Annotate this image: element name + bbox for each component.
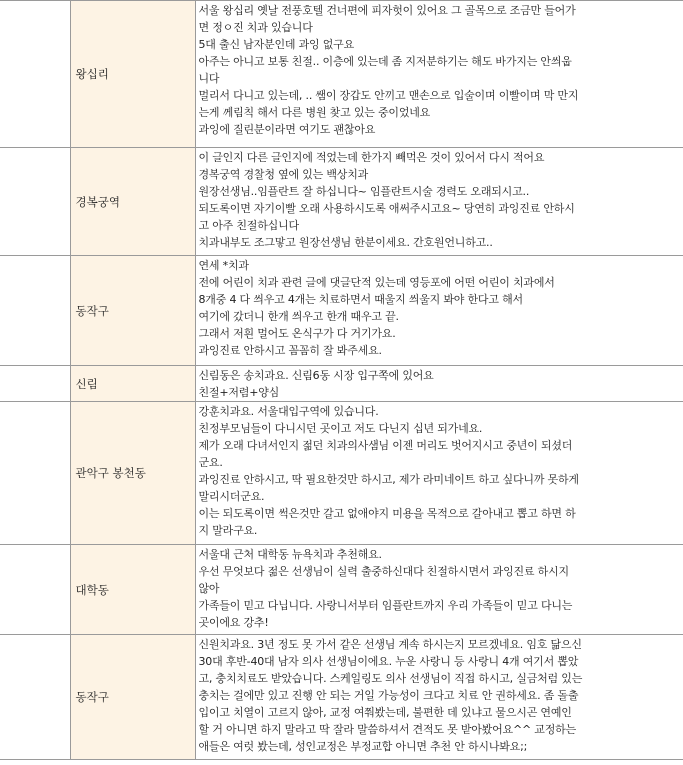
text-line: 우선 무엇보다 젊은 선생님이 실력 출중하신대다 친절하시면서 과잉진료 하시지 [198,565,569,578]
text-line: 전에 어린이 치과 관련 글에 댓글단적 있는데 영등포에 어떤 어린이 치과에서 [198,276,555,289]
text-line: 연세 *치과 [198,259,249,272]
table-row [0,402,683,545]
left-margin-cell [0,366,70,402]
text-line: 고 아주 친절하십니다 [198,219,299,232]
table-row [0,148,683,256]
region-cell: 동작구 [70,635,195,760]
text-line: 과잉진료 안하시고, 딱 필요한것만 하시고, 제가 라미네이트 하고 싶다니까 못하게 [198,473,579,486]
recommendation-text [195,256,683,366]
text-line: 서울대 근처 대학동 뉴욕치과 추천해요. [198,548,382,561]
text-line: 원장선생님..임플란트 잘 하십니다~ 임플란트시술 경력도 오래되시고.. [198,185,530,198]
text-line: 5대 출신 남자분인데 과잉 없구요 [198,38,355,51]
text-line: 할 거 아니면 하지 말라고 딱 잘라 말씀하셔서 견적도 못 받아봤어요^^ 교정하는 [198,723,576,736]
text-line: 과잉에 질린분이라면 여기도 괜찮아요 [198,123,376,136]
recommendation-text [195,148,683,256]
text-line: 이 글인지 다른 글인지에 적었는데 한가지 빼먹은 것이 있어서 다시 적어요 [198,151,545,164]
left-margin-cell [0,148,70,256]
text-line: 군요. [198,456,223,469]
text-line: 고, 충치치료도 받았습니다. 스케일링도 의사 선생님이 직접 하시고, 실금처럼 있는 [198,672,583,685]
table-row [0,256,683,366]
region-cell: 왕십리 [70,1,195,148]
region-cell: 신림 [70,366,195,402]
text-line: 30대 후반-40대 남자 의사 선생님이에요. 누운 사랑니 등 사랑니 4개 여기서 뽑았 [198,655,579,668]
text-line: 경복궁역 경찰청 옆에 있는 백상치과 [198,168,369,181]
text-line: 신림동은 송치과요. 신림6동 시장 입구쪽에 있어요 [198,369,434,382]
text-line: 강훈치과요. 서울대입구역에 있습니다. [198,405,379,418]
text-line: 친절+저렴+양심 [198,386,280,399]
text-line: 입이고 치열이 고르지 않아, 교정 여쭤봤는데, 불편한 데 있냐고 물으시곤 연예인 [198,706,572,719]
text-line: 면 정ㅇ진 치과 있습니다 [198,21,313,34]
left-margin-cell [0,545,70,635]
text-line: 곳이에요 강추! [198,616,269,629]
recommendation-text [195,402,683,545]
text-line: 가족들이 믿고 다닙니다. 사랑니서부터 임플란트까지 우리 가족들이 믿고 다니는 [198,599,573,612]
region-cell: 경복궁역 [70,148,195,256]
text-line: 8개중 4 다 씌우고 4개는 치료하면서 때울지 씌울지 봐야 한다고 해서 [198,293,523,306]
text-line: 제가 오래 다녀서인지 젊던 치과의사샘님 이젠 머리도 벗어지시고 중년이 되셨더 [198,439,573,452]
table-row [0,545,683,635]
recommendation-text [195,1,683,148]
table-row [0,1,683,148]
text-line: 는게 께림칙 해서 다른 병원 찾고 있는 중이었네요 [198,106,431,119]
text-line: 충치는 걸에만 있고 진행 안 되는 거일 가능성이 크다고 치료 안 권하세요. 좀 돌출 [198,689,579,702]
recommendation-text [195,635,683,760]
text-line: 지 말라구요. [198,524,258,537]
region-cell: 관악구 봉천동 [70,402,195,545]
text-line: 되도록이면 자기이빨 오래 사용하시도록 애써주시고요~ 당연히 과잉진료 안하시 [198,202,575,215]
text-line: 신원치과요. 3년 정도 못 가서 같은 선생님 계속 하시는지 모르겠네요. 임호 닮으신 [198,638,582,651]
text-line: 애들은 여럿 봤는데, 성인교정은 부정교합 아니면 추천 안 하시나봐요;; [198,740,528,753]
left-margin-cell [0,635,70,760]
text-line: 그래서 저흰 멀어도 온식구가 다 거기가요. [198,327,396,340]
text-line: 말리시더군요. [198,490,265,503]
left-margin-cell [0,256,70,366]
region-cell: 동작구 [70,256,195,366]
text-line: 과잉진료 안하시고 꼼꼼히 잘 봐주세요. [198,344,382,357]
text-line: 멀리서 다니고 있는데, .. 쌤이 장갑도 안끼고 맨손으로 입술이며 이빨이며 막 만지 [198,89,579,102]
text-line: 서울 왕십리 옛날 전풍호텔 건너편에 피자헛이 있어요 그 골목으로 조금만 들어가 [198,4,576,17]
text-line: 않아 [198,582,220,595]
text-line: 아주는 아니고 보통 친절.. 이층에 있는데 좀 지저분하기는 해도 바가지는 안씌웁 [198,55,572,68]
text-line: 친정부모님들이 다니시던 곳이고 저도 다닌지 십년 되가네요. [198,422,483,435]
left-margin-cell [0,1,70,148]
text-line: 여기에 갔더니 한개 씌우고 한개 때우고 끝. [198,310,399,323]
region-cell: 대학동 [70,545,195,635]
table-row [0,366,683,402]
table-row [0,635,683,760]
left-margin-cell [0,402,70,545]
recommendation-text [195,366,683,402]
text-line: 이는 되도록이면 썩은것만 갈고 없애야지 미용을 목적으로 갈아내고 뽑고 하면 하 [198,507,576,520]
text-line: 니다 [198,72,220,85]
recommendation-text [195,545,683,635]
text-line: 치과내부도 조그맣고 원장선생님 한분이세요. 간호원언니하고.. [198,236,493,249]
